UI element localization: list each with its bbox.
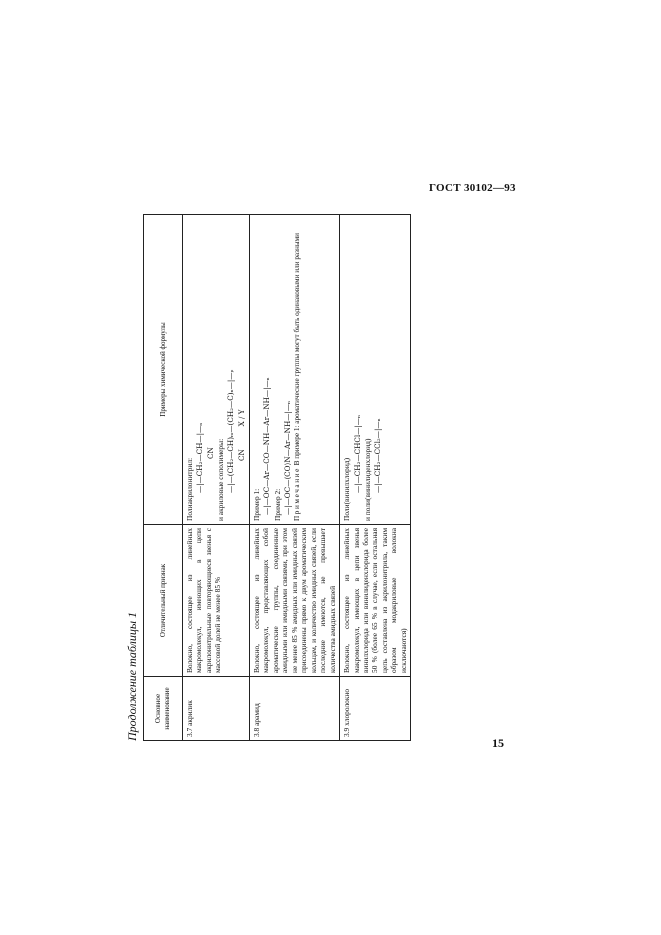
table-header-row bbox=[144, 215, 183, 741]
row-name: 3.9 хлоролокно bbox=[340, 677, 411, 741]
formula: —|—CH₂—CH—|—ₙ bbox=[195, 422, 205, 493]
table-continuation-label: Продолжение таблицы 1 bbox=[125, 611, 139, 741]
note-text: В примере 1: ароматические группы могут быть одинаковыми или разными bbox=[293, 232, 302, 466]
formula-caption: и поли(винилиденхлорид) bbox=[362, 438, 372, 521]
row-name: 3.7 акрилик bbox=[183, 677, 250, 741]
formula: —|—OC—Ar—CO—NH—Ar—NH—|—ₙ bbox=[262, 377, 272, 515]
table-row bbox=[183, 215, 250, 741]
standard-header: ГОСТ 30102—93 bbox=[429, 182, 516, 194]
table-row bbox=[249, 215, 339, 741]
table-row bbox=[340, 215, 411, 741]
formula-caption: Поли(винилхлорид) bbox=[342, 457, 352, 521]
row-formula bbox=[340, 215, 411, 525]
formula-caption: Пример 1: bbox=[251, 488, 261, 521]
formula-caption: Полиакрилонитрил: bbox=[185, 457, 194, 521]
row-name: 3.8 арамид bbox=[249, 677, 339, 741]
row-formula bbox=[249, 215, 339, 525]
row-description: Волокно, состоящее из линейных макромолекул, представляющих собой ароматические группы, соединенные амидными или имидными связями, при этом не менее 85 % амидных или имидных связей присоединены прямо к двум ароматическим кольцам, и количество имидных связей, если последние имеются, не превышает количества амидных связей bbox=[249, 525, 339, 677]
note-label: Примечание bbox=[293, 467, 302, 521]
column-header-formula: Примеры химической формулы bbox=[144, 215, 183, 525]
page-number: 15 bbox=[492, 736, 504, 750]
rotated-table-block bbox=[125, 211, 505, 741]
formula-caption: и акриловые сополимеры: bbox=[215, 438, 225, 521]
formula: —|—(CH₂—CH)ₘ—(CH₂—C)ₙ—|—ₚ bbox=[226, 369, 236, 493]
column-header-feature: Отличительный признак bbox=[144, 525, 183, 677]
formula: —|—CH₂—CHCl—|—ₙ bbox=[352, 414, 362, 493]
formula: —|—CH₂—CCl₂—|—ₙ bbox=[373, 418, 383, 493]
row-description: Волокно, состоящее из линейных макромолекул, имеющих в цепи акрилонитрильные повторяющиеся звенья с массовой долей не менее 85 % bbox=[183, 525, 250, 677]
formula-substituent: CN bbox=[205, 447, 215, 459]
column-header-name: Основное наименование bbox=[144, 677, 183, 741]
row-description: Волокно, состоящее из линейных макромолекул, имеющих в цепи звенья винилхлорида или винилиденхлорида более 50 % (более 65 % в случае, если остальная цепь составлена из акрилонитрила, таким образом модакриловые волокна исключаются) bbox=[340, 525, 411, 677]
formula-note bbox=[293, 218, 302, 521]
formula: —|—OC—⟨CO⟩N—Ar—NH—|—ₙ bbox=[282, 400, 292, 515]
fiber-table bbox=[143, 214, 411, 741]
formula-substituent: CN X / Y bbox=[236, 409, 246, 461]
formula-caption: Пример 2: bbox=[272, 488, 282, 521]
row-formula bbox=[183, 215, 250, 525]
